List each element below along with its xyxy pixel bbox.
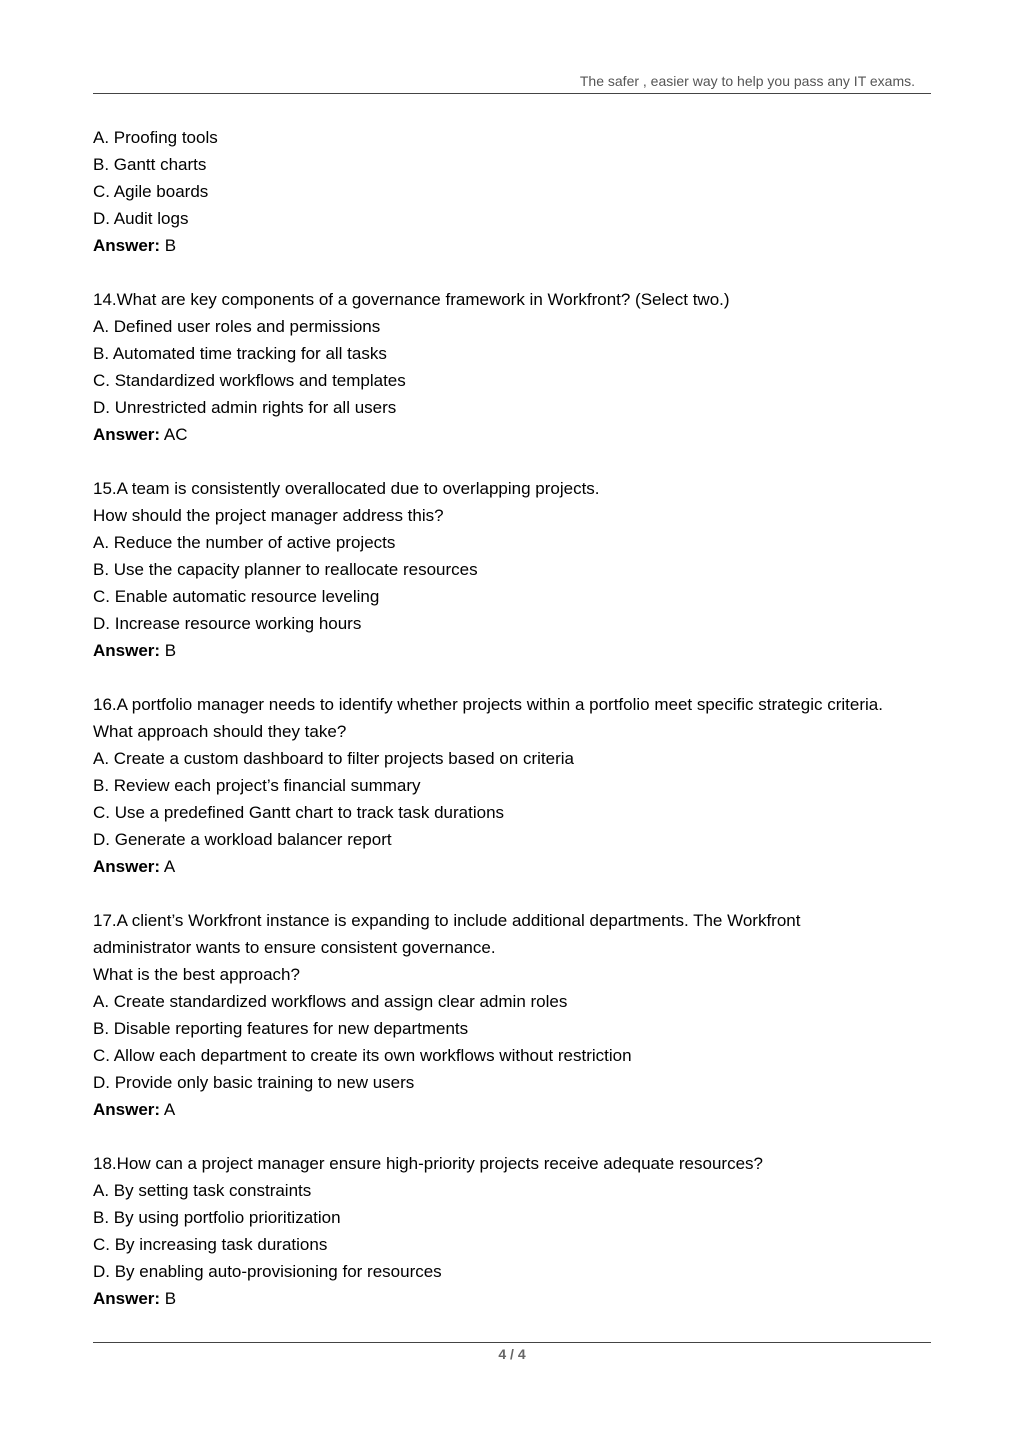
answer-option: C. Allow each department to create its own workflows without restriction (93, 1046, 632, 1065)
answer-option: B. Disable reporting features for new departments (93, 1019, 469, 1038)
answer-label: Answer: (93, 1100, 161, 1119)
answer-option: B. Review each project’s financial summary (93, 776, 421, 795)
answer-option: A. Reduce the number of active projects (93, 533, 396, 552)
answer-value: B (160, 236, 177, 255)
answer-option: B. Use the capacity planner to reallocate resources (93, 560, 478, 579)
answer-value: AC (160, 425, 188, 444)
question-text: administrator wants to ensure consistent governance. (93, 938, 496, 957)
answer-line (93, 1096, 935, 1123)
answer-option: D. Generate a workload balancer report (93, 830, 392, 849)
question-text: 16.A portfolio manager needs to identify whether projects within a portfolio meet specific strategic criteria. (93, 695, 883, 714)
answer-label: Answer: (93, 236, 161, 255)
answer-option: A. Create a custom dashboard to filter projects based on criteria (93, 749, 574, 768)
answer-line (93, 421, 935, 448)
question-text: 15.A team is consistently overallocated due to overlapping projects. (93, 479, 600, 498)
question-spacer (93, 1123, 935, 1150)
question-spacer (93, 448, 935, 475)
answer-label: Answer: (93, 1289, 161, 1308)
answer-label: Answer: (93, 641, 161, 660)
question-text: 17.A client’s Workfront instance is expanding to include additional departments. The Workfront (93, 911, 801, 930)
answer-value: B (160, 641, 177, 660)
answer-value: A (160, 857, 176, 876)
question-text: What is the best approach? (93, 965, 300, 984)
answer-label: Answer: (93, 425, 161, 444)
question-text: 18.How can a project manager ensure high-priority projects receive adequate resources? (93, 1154, 763, 1173)
questions-body (93, 124, 935, 1312)
question-text: What approach should they take? (93, 722, 347, 741)
answer-value: B (160, 1289, 177, 1308)
header-tagline: The safer , easier way to help you pass any IT exams. (579, 73, 915, 89)
answer-option: C. Agile boards (93, 182, 209, 201)
answer-option: A. Proofing tools (93, 128, 218, 147)
question-spacer (93, 664, 935, 691)
answer-option: A. By setting task constraints (93, 1181, 312, 1200)
header-divider (93, 93, 931, 94)
question-block (93, 124, 935, 259)
answer-line (93, 637, 935, 664)
answer-option: D. By enabling auto-provisioning for resources (93, 1262, 442, 1281)
page-number: 4 / 4 (498, 1346, 526, 1362)
answer-option: C. By increasing task durations (93, 1235, 328, 1254)
question-block (93, 907, 935, 1123)
question-spacer (93, 259, 935, 286)
answer-option: D. Unrestricted admin rights for all users (93, 398, 397, 417)
answer-line (93, 853, 935, 880)
question-spacer (93, 880, 935, 907)
answer-option: C. Enable automatic resource leveling (93, 587, 380, 606)
question-text: 14.What are key components of a governance framework in Workfront? (Select two.) (93, 290, 730, 309)
answer-option: A. Create standardized workflows and assign clear admin roles (93, 992, 568, 1011)
question-block (93, 286, 935, 448)
answer-option: C. Standardized workflows and templates (93, 371, 406, 390)
answer-option: A. Defined user roles and permissions (93, 317, 381, 336)
answer-option: B. Gantt charts (93, 155, 207, 174)
footer-divider (93, 1342, 931, 1343)
answer-option: B. Automated time tracking for all tasks (93, 344, 387, 363)
answer-option: D. Provide only basic training to new users (93, 1073, 415, 1092)
question-block (93, 691, 935, 880)
question-block (93, 1150, 935, 1312)
question-block (93, 475, 935, 664)
answer-line (93, 232, 935, 259)
answer-option: C. Use a predefined Gantt chart to track task durations (93, 803, 505, 822)
answer-option: D. Increase resource working hours (93, 614, 362, 633)
question-text: How should the project manager address this? (93, 506, 444, 525)
answer-value: A (160, 1100, 176, 1119)
answer-line (93, 1285, 935, 1312)
answer-label: Answer: (93, 857, 161, 876)
answer-option: D. Audit logs (93, 209, 189, 228)
answer-option: B. By using portfolio prioritization (93, 1208, 341, 1227)
